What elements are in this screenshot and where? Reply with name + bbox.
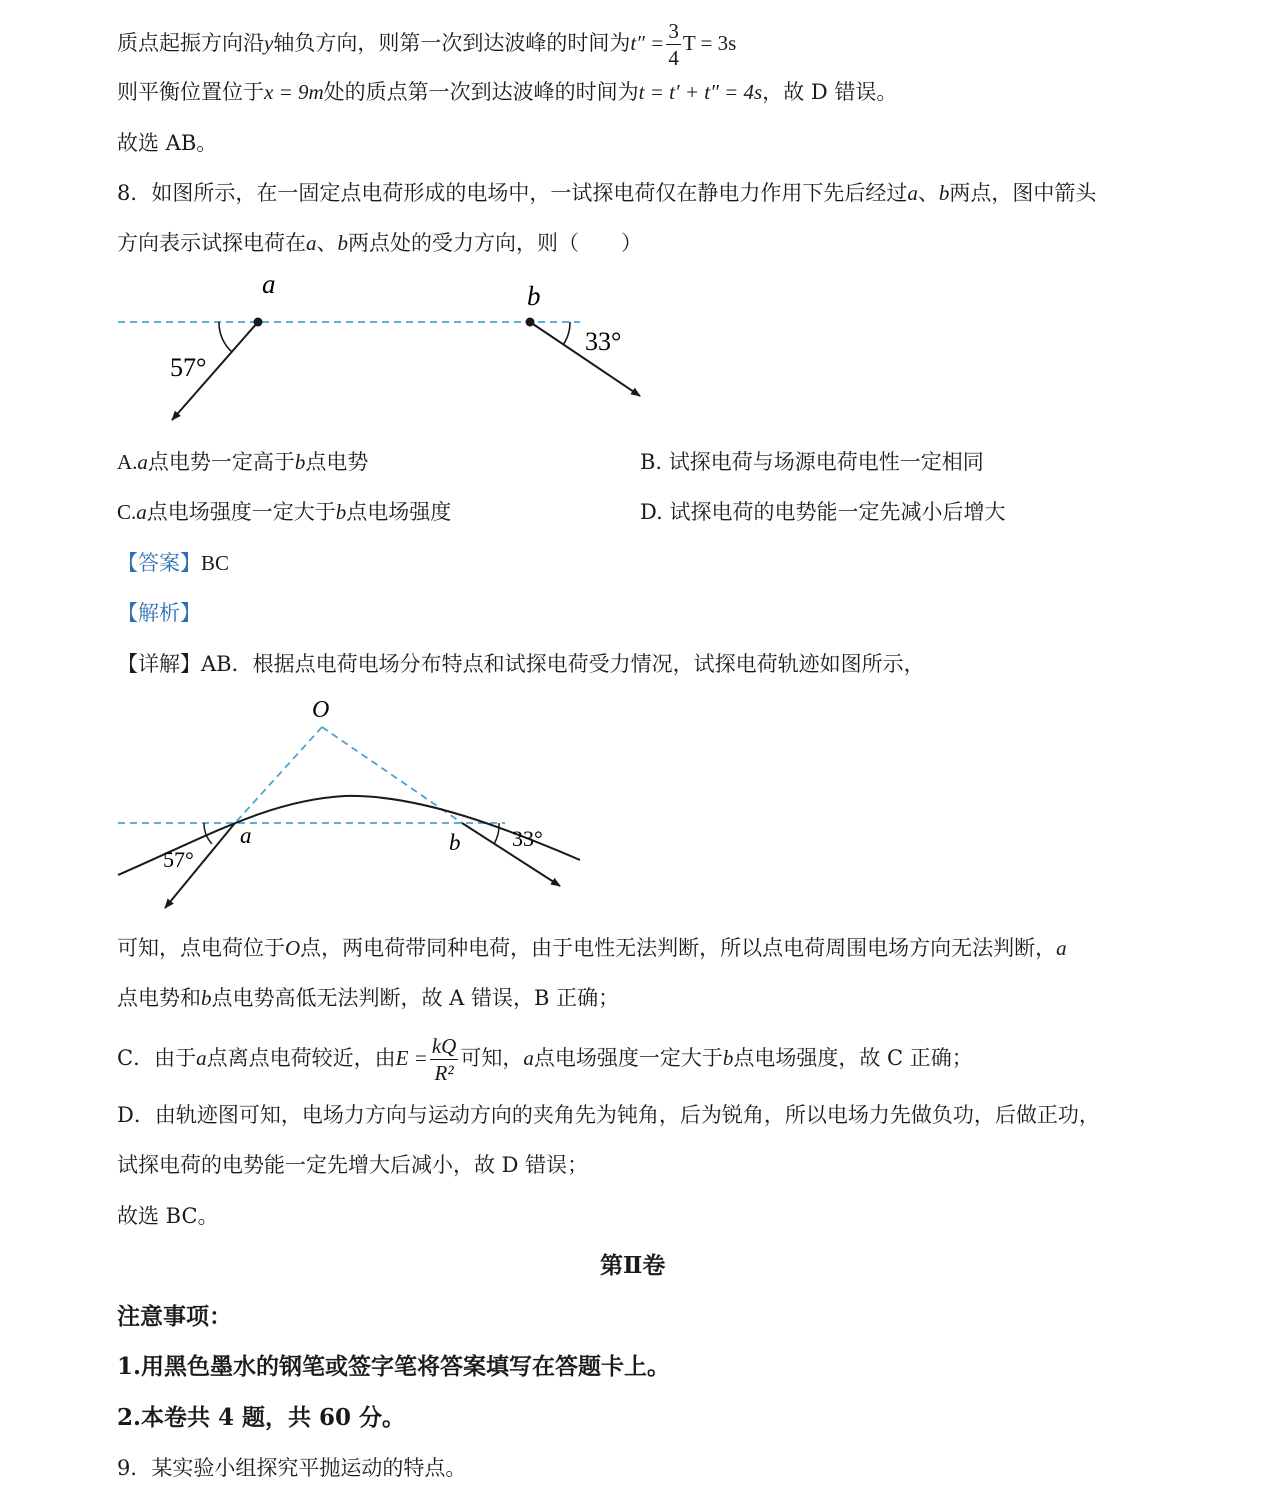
label-b: b [449, 830, 461, 855]
text: AB．根据点电荷电场分布特点和试探电荷受力情况，试探电荷轨迹如图所示， [201, 652, 925, 676]
notice-heading: 注意事项： [117, 1303, 232, 1330]
equation: t″ = [630, 31, 665, 55]
text: ，故 D 错误。 [762, 80, 898, 104]
explanation-line-6: 故选 BC。 [117, 1204, 219, 1228]
var-a: a [196, 1046, 207, 1070]
text: 两点处的受力方向，则（ ） [348, 231, 642, 255]
denominator: 4 [668, 46, 679, 70]
notice-item-2: 2.本卷共 4 题，共 60 分。 [117, 1404, 406, 1431]
label-a: a [262, 269, 276, 299]
answer-tag: 【答案】 [117, 551, 201, 575]
var-b: b [722, 1046, 734, 1070]
question-8-line-1 [117, 179, 1096, 207]
force-direction-figure [110, 268, 670, 433]
text: 点电势和 [117, 986, 201, 1010]
explanation-line-3 [117, 1030, 973, 1086]
numerator: kQ [431, 1034, 457, 1058]
trajectory-figure [110, 690, 590, 915]
option-a [117, 448, 368, 476]
var-o: O [285, 936, 301, 960]
text: C．由于 [117, 1046, 197, 1070]
var-b: b [294, 450, 306, 474]
text: 点，两电荷带同种电荷，由于电性无法判断，所以点电荷周围电场方向无法判断， [300, 936, 1057, 960]
text: 点电场强度，故 C 正确； [733, 1046, 973, 1070]
explanation-line-4: D．由轨迹图可知，电场力方向与运动方向的夹角先为钝角，后为锐角，所以电场力先做负功，后做正功， [117, 1103, 1100, 1127]
text: 点电场强度一定大于 [533, 1046, 723, 1070]
option-label: C. [117, 500, 137, 524]
var-a: a [136, 500, 147, 524]
text: 点电势 [305, 450, 369, 474]
text: 轴负方向，则第一次到达波峰的时间为 [273, 31, 631, 55]
text: 方向表示试探电荷在 [117, 231, 306, 255]
question-8-line-2 [117, 229, 642, 257]
text-line-2 [117, 78, 897, 106]
text-line-1 [117, 18, 736, 71]
text: 点电场强度一定大于 [146, 500, 336, 524]
var-b: b [335, 500, 347, 524]
text: 点电势高低无法判断，故 A 错误，B 正确； [211, 986, 620, 1010]
section-title: 第Ⅱ卷 [600, 1252, 666, 1279]
var-b: b [201, 986, 212, 1010]
text: 可知，点电荷位于 [117, 936, 285, 960]
notice-item-1: 1.用黑色墨水的钢笔或签字笔将答案填写在答题卡上。 [117, 1353, 671, 1380]
var-a: a [1056, 936, 1067, 960]
angle-arc-a [219, 322, 232, 352]
answer-line [117, 549, 229, 577]
option-c [117, 498, 451, 526]
explanation-line-5: 试探电荷的电势能一定先增大后减小，故 D 错误； [117, 1153, 589, 1177]
text: 两点，图中箭头 [949, 181, 1097, 205]
angle-label-b: 33° [512, 826, 543, 851]
var-b: b [938, 181, 950, 205]
detail-line [117, 650, 925, 678]
text: 点电场强度 [346, 500, 452, 524]
equation: E = [395, 1046, 428, 1070]
numerator: 3 [668, 19, 679, 43]
var-a: a [306, 231, 317, 255]
angle-label-a: 57° [170, 353, 207, 382]
option-b: B. 试探电荷与场源电荷电性一定相同 [640, 450, 984, 474]
equation: t = t′ + t″ = 4s [638, 80, 763, 104]
text-line-3: 故选 AB。 [117, 131, 218, 155]
var-a: a [907, 181, 918, 205]
text: 点电势一定高于 [147, 450, 295, 474]
text: 处的质点第一次到达波峰的时间为 [323, 80, 639, 104]
denominator: R² [434, 1061, 454, 1085]
explanation-line-1 [117, 934, 1067, 962]
var-b: b [337, 231, 348, 255]
explanation-line-2 [117, 984, 619, 1012]
label-a: a [240, 823, 252, 848]
detail-tag: 【详解】 [117, 652, 201, 676]
var-a: a [523, 1046, 534, 1070]
text: 点离点电荷较近，由 [206, 1046, 396, 1070]
fraction [666, 18, 681, 71]
angle-label-b: 33° [585, 327, 622, 356]
angle-arc-b [563, 322, 570, 345]
text: 则平衡位置位于 [117, 80, 264, 104]
label-b: b [527, 281, 541, 311]
analysis-tag: 【解析】 [117, 601, 201, 625]
text: 、 [917, 181, 939, 205]
text: 8．如图所示，在一固定点电荷形成的电场中，一试探电荷仅在静电力作用下先后经过 [117, 181, 908, 205]
equation: T = 3s [682, 31, 737, 55]
equation: x = 9m [264, 80, 324, 104]
text: 可知， [460, 1046, 524, 1070]
fraction [430, 1033, 459, 1086]
label-o: O [312, 697, 330, 723]
option-label: A. [117, 450, 138, 474]
var-a: a [137, 450, 148, 474]
text: 、 [316, 231, 338, 255]
text: 质点起振方向沿 [117, 31, 264, 55]
var-y: y [264, 31, 274, 55]
angle-label-a: 57° [163, 847, 194, 872]
option-d: D. 试探电荷的电势能一定先减小后增大 [640, 500, 1006, 524]
question-9: 9．某实验小组探究平抛运动的特点。 [117, 1456, 467, 1480]
answer-value: BC [201, 551, 230, 575]
